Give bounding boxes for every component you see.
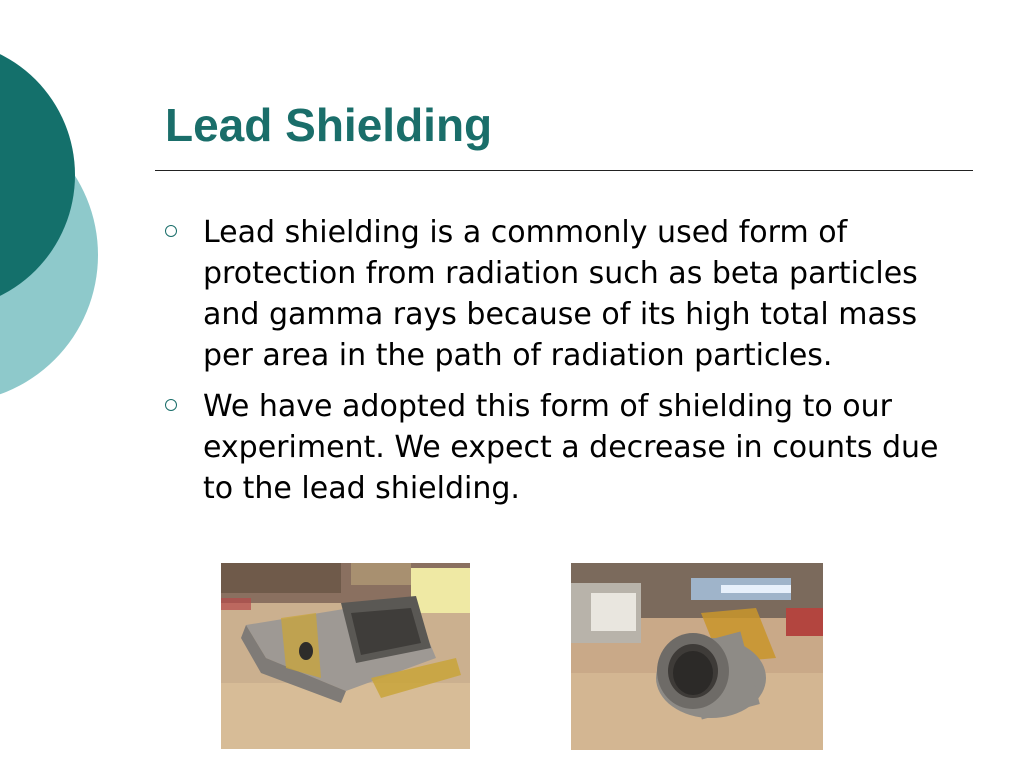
hollow-circle-bullet-icon (165, 225, 177, 237)
bullet-item (165, 386, 965, 509)
bullet-list (165, 212, 965, 519)
bullet-text: Lead shielding is a commonly used form of protection from radiation such as beta particles and gamma rays because of its high total mass per area in the path of radiation particles. (203, 215, 918, 373)
lead-cylinder-shield-photo (571, 563, 823, 750)
decorative-circles (0, 0, 120, 420)
bullet-item (165, 212, 965, 376)
title-divider (155, 170, 973, 171)
lead-box-shield-photo (221, 563, 470, 749)
bullet-text: We have adopted this form of shielding to our experiment. We expect a decrease in counts due to the lead shielding. (203, 389, 939, 506)
slide-title: Lead Shielding (165, 99, 493, 151)
hollow-circle-bullet-icon (165, 399, 177, 411)
